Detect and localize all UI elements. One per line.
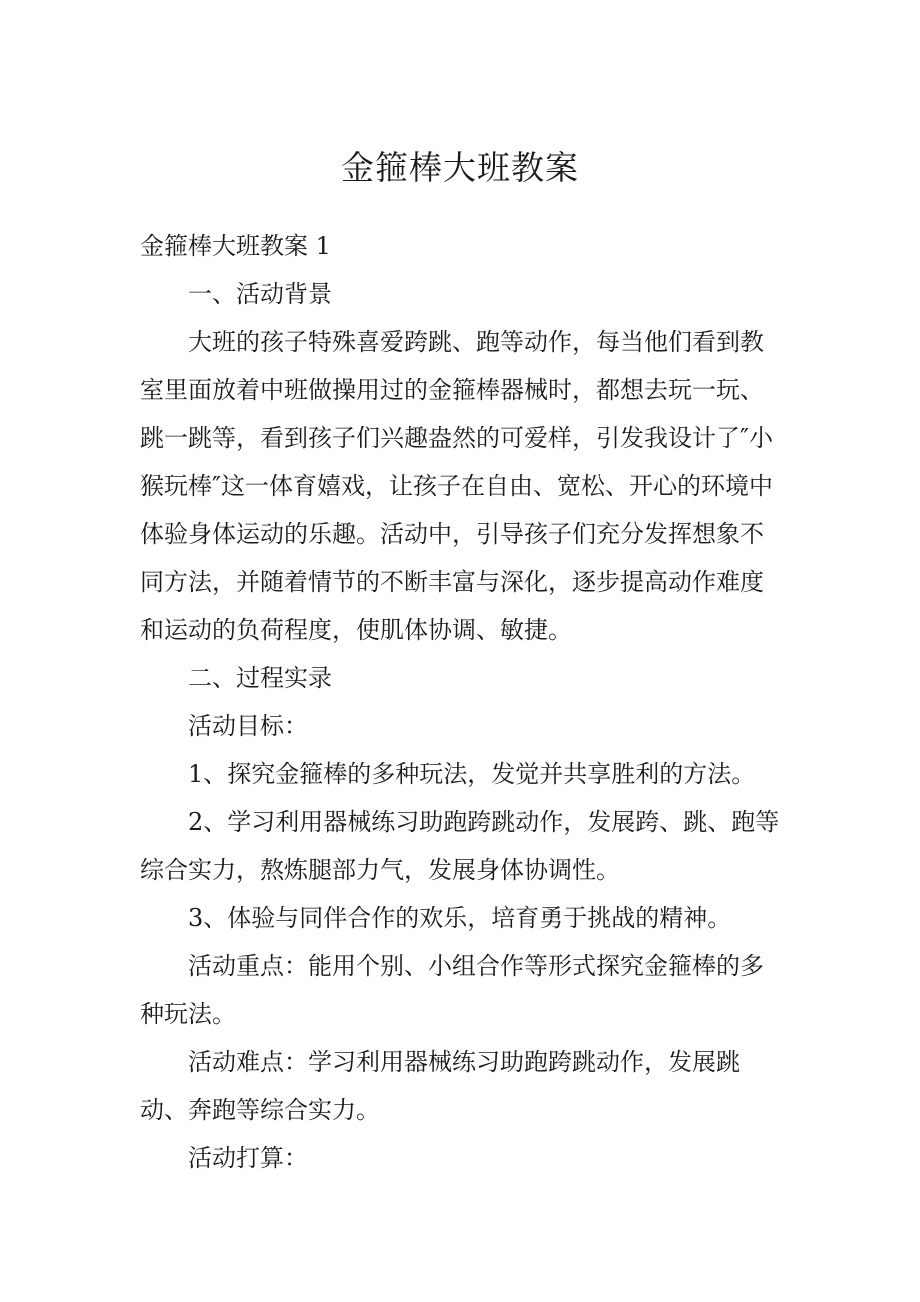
label-activity-goals: 活动目标：	[188, 712, 308, 740]
document-body	[140, 222, 785, 1182]
heading-process-record: 二、过程实录	[188, 664, 332, 692]
heading-activity-background: 一、活动背景	[188, 280, 332, 308]
goal-item-2: 2、学习利用器械练习助跑跨跳动作，发展跨、跳、跑等综合实力，熬炼腿部力气，发展身体协调性。	[140, 808, 780, 884]
goal-item-3: 3、体验与同伴合作的欢乐，培育勇于挑战的精神。	[188, 904, 732, 932]
paragraph-difficulty: 活动难点：学习利用器械练习助跑跨跳动作，发展跳动、奔跑等综合实力。	[140, 1048, 740, 1124]
goal-item-1: 1、探究金箍棒的多种玩法，发觉并共享胜利的方法。	[188, 760, 756, 788]
document-title: 金箍棒大班教案	[341, 148, 579, 187]
paragraph-key-point: 活动重点：能用个别、小组合作等形式探究金箍棒的多种玩法。	[140, 952, 764, 1028]
paragraph-background: 大班的孩子特殊喜爱跨跳、跑等动作，每当他们看到教室里面放着中班做操用过的金箍棒器械时，都想去玩一玩、跳一跳等，看到孩子们兴趣盎然的可爱样，引发我设计了″小猴玩棒″这一体育嬉戏，让孩子在自由、宽松、开心的环境中体验身体运动的乐趣。活动中，引导孩子们充分发挥想象不同方法，并随着情节的不断丰富与深化，逐步提高动作难度和运动的负荷程度，使肌体协调、敏捷。	[140, 328, 773, 644]
section-subtitle: 金箍棒大班教案 1	[140, 232, 331, 260]
label-activity-preparation: 活动打算：	[188, 1144, 308, 1172]
